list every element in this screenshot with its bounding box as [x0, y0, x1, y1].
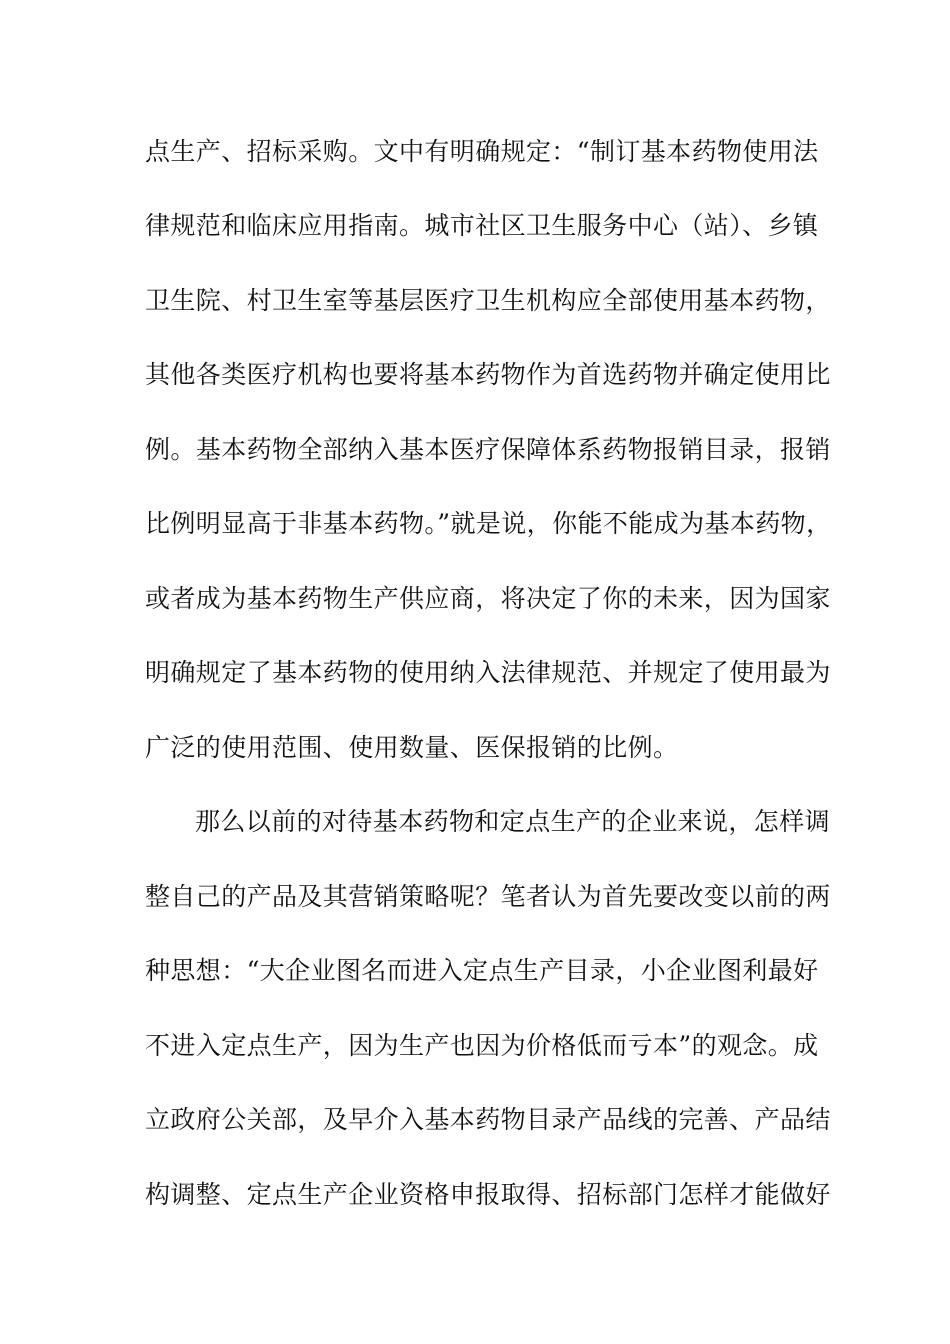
text-line: 明确规定了基本药物的使用纳入法律规范、并规定了使用最为	[145, 658, 831, 687]
text-line: 广泛的使用范围、使用数量、医保报销的比例。	[145, 733, 679, 762]
text-line: 构调整、定点生产企业资格申报取得、招标部门怎样才能做好	[145, 1180, 831, 1209]
text-line: 点生产、招标采购。文中有明确规定：“制订基本药物使用法	[145, 137, 819, 166]
text-line: 比例明显高于非基本药物。”就是说，你能不能成为基本药物，	[145, 509, 832, 538]
text-line: 律规范和临床应用指南。城市社区卫生服务中心（站）、乡镇	[145, 211, 819, 240]
text-line: 种思想：“大企业图名而进入定点生产目录，小企业图利最好	[145, 956, 819, 985]
paragraph-first-line: 那么以前的对待基本药物和定点生产的企业来说，怎样调	[195, 807, 831, 836]
text-line: 不进入定点生产，因为生产也因为价格低而亏本”的观念。成	[145, 1031, 819, 1060]
text-line: 其他各类医疗机构也要将基本药物作为首选药物并确定使用比	[145, 360, 831, 389]
text-line: 卫生院、村卫生室等基层医疗卫生机构应全部使用基本药物，	[145, 286, 831, 315]
text-line: 立政府公关部，及早介入基本药物目录产品线的完善、产品结	[145, 1105, 831, 1134]
text-line: 整自己的产品及其营销策略呢？笔者认为首先要改变以前的两	[145, 882, 831, 911]
text-line: 例。基本药物全部纳入基本医疗保障体系药物报销目录，报销	[145, 435, 831, 464]
text-line: 或者成为基本药物生产供应商，将决定了你的未来，因为国家	[145, 584, 831, 613]
